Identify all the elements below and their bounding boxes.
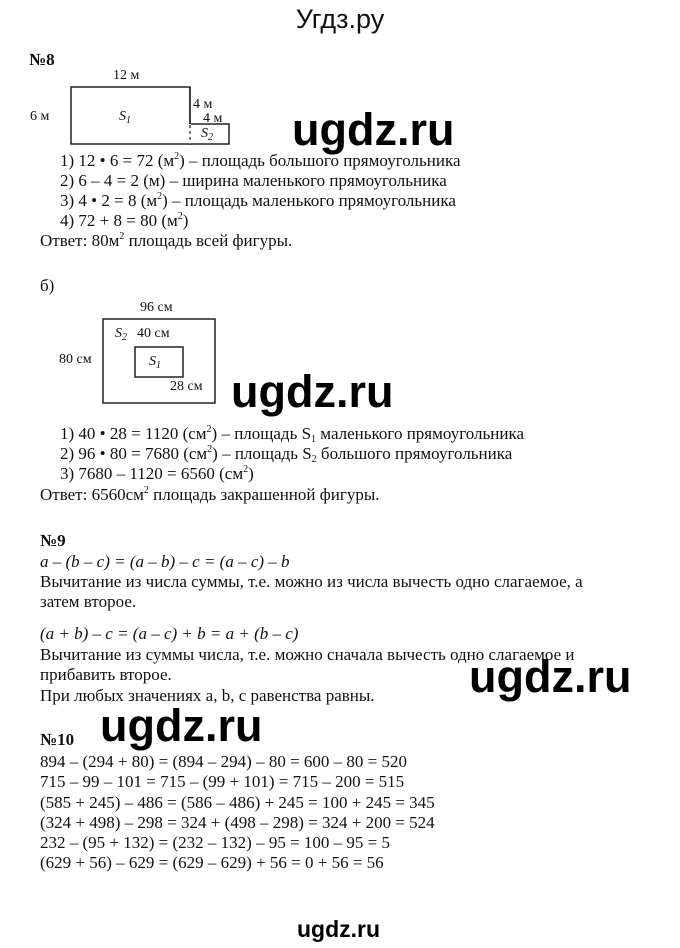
figure-b-inner-top-label: 40 см <box>137 326 170 341</box>
task-10-line-4: (324 + 498) – 298 = 324 + (498 – 298) = 324 + 200 = 524 <box>40 813 435 832</box>
figure-a-right-label: 4 м <box>193 97 213 112</box>
figure-b-shapes <box>0 0 240 420</box>
task-10-line-1: 894 – (294 + 80) = (894 – 294) – 80 = 600 – 80 = 520 <box>40 752 407 771</box>
step-b-3: 3) 7680 – 1120 = 6560 $(см^2)$ <box>60 464 254 483</box>
step-b-1: 1) 40 • 28 = 1120 $(см^2)$ – площадь $S_1$ маленького прямоугольника <box>60 424 525 445</box>
task-9-text-1a: Вычитание из числа суммы, т.е. можно из числа вычесть одно слагаемое, а <box>40 572 583 591</box>
watermark: ugdz.ru <box>231 366 394 417</box>
figure-a-s1: $S_1$ <box>119 109 131 126</box>
answer-a: Ответ: $80м^2$ площадь всей фигуры. <box>40 231 293 250</box>
task-9-formula-1: a – (b – c) = (a – b) – c = (a – c) – b <box>40 552 290 571</box>
figure-b-left-label: 80 см <box>59 352 92 367</box>
task-10-number: №10 <box>40 730 75 749</box>
watermark: ugdz.ru <box>292 104 455 155</box>
step-a-3: 3) 4 • 2 = 8 $(м^2)$ – площадь маленького прямоугольника <box>60 191 456 210</box>
step-a-4: 4) 72 + 8 = 80 $(м^2)$ <box>60 211 189 230</box>
figure-b-inner-bottom-label: 28 см <box>170 379 203 394</box>
task-10-line-6: (629 + 56) – 629 = (629 – 629) + 56 = 0 + 56 = 56 <box>40 853 384 872</box>
task-9-conclusion: При любых значениях a, b, c равенства равны. <box>40 686 375 705</box>
part-b-label: б) <box>40 276 55 295</box>
figure-a-left-label: 6 м <box>30 109 50 124</box>
task-9-text-1b: затем второе. <box>40 592 137 611</box>
task-9-number: №9 <box>40 531 66 550</box>
figure-b-s2: $S_2$ <box>115 326 127 343</box>
footer-watermark: ugdz.ru <box>297 916 381 942</box>
site-title: Угдз.ру <box>295 4 385 34</box>
task-9-formula-2: (a + b) – c = (a – c) + b = a + (b – c) <box>40 624 299 643</box>
figure-b-s1: $S_1$ <box>149 354 161 371</box>
task-10-line-2: 715 – 99 – 101 = 715 – (99 + 101) = 715 – 200 = 515 <box>40 772 405 791</box>
watermark: ugdz.ru <box>469 651 632 702</box>
task-9-text-2a: Вычитание из суммы числа, т.е. можно сначала вычесть одно слагаемое и <box>40 645 575 664</box>
figure-a-top-label: 12 м <box>113 68 140 83</box>
watermark: ugdz.ru <box>100 700 263 751</box>
step-a-1: 1) 12 • 6 = 72 $(м^2)$ – площадь большого прямоугольника <box>60 151 461 170</box>
figure-a-small-top-label: 4 м <box>203 111 223 126</box>
task-10-line-3: (585 + 245) – 486 = (586 – 486) + 245 = 100 + 245 = 345 <box>40 793 435 812</box>
figure-b-top-label: 96 см <box>140 300 173 315</box>
step-a-2: 2) 6 – 4 = 2 (м) – ширина маленького прямоугольника <box>60 171 447 190</box>
answer-b: Ответ: $6560см^2$ площадь закрашенной фигуры. <box>40 485 380 504</box>
figure-a-s2: $S_2$ <box>201 126 213 143</box>
task-8-number: №8 <box>29 50 55 69</box>
task-9-text-2b: прибавить второе. <box>40 665 172 684</box>
step-b-2: 2) 96 • 80 = 7680 $(см^2)$ – площадь $S_2$ большого прямоугольника <box>60 444 513 465</box>
task-10-line-5: 232 – (95 + 132) = (232 – 132) – 95 = 100 – 95 = 5 <box>40 833 390 852</box>
